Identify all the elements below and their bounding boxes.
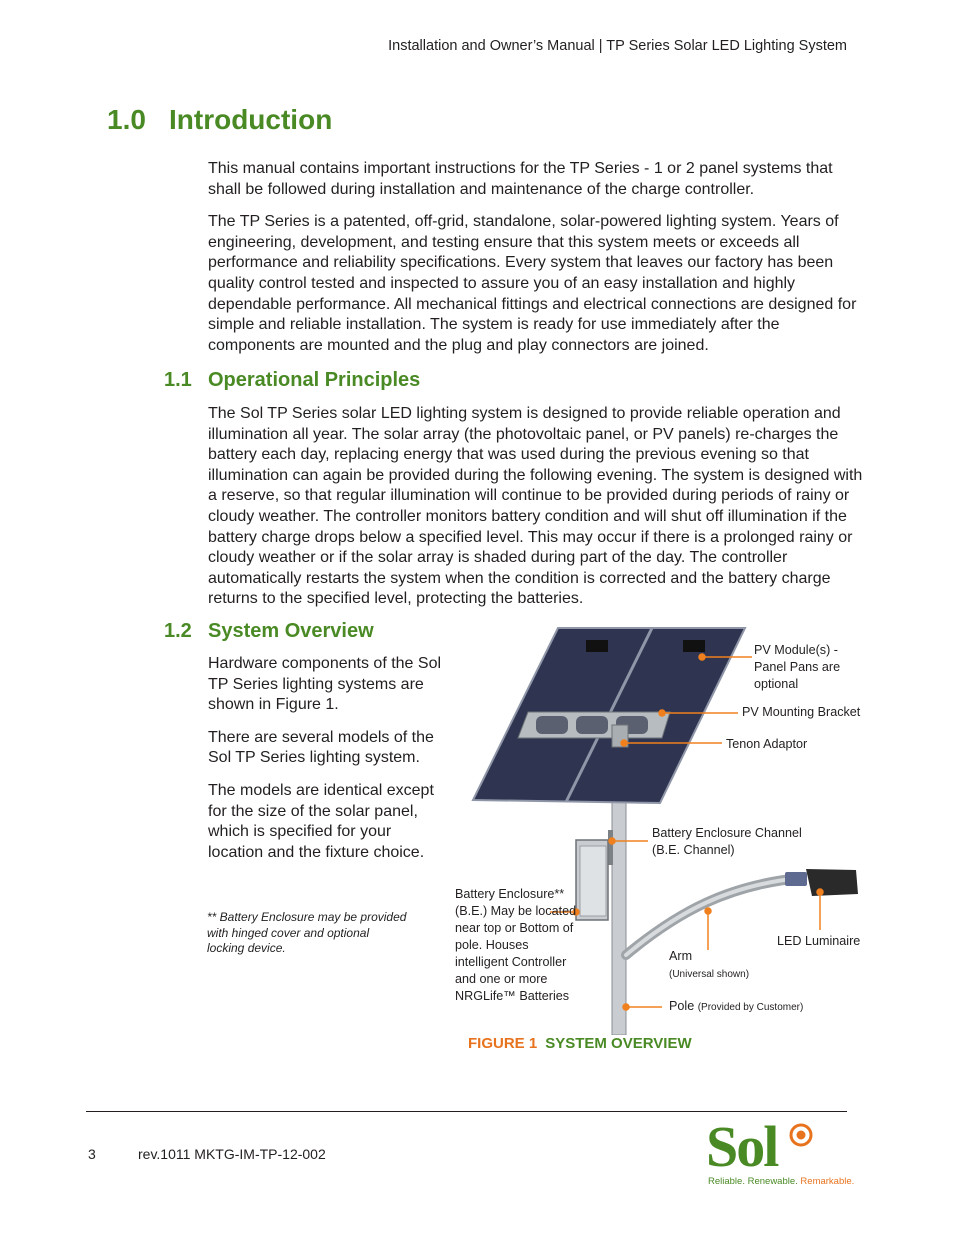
- callout-pole-note: (Provided by Customer): [697, 1002, 804, 1013]
- revision-code: rev.1011 MKTG-IM-TP-12-002: [138, 1146, 326, 1162]
- battery-enclosure-footnote: ** Battery Enclosure may be provided with hinged cover and optional locking device.: [207, 910, 407, 955]
- section-heading-overview: [164, 620, 374, 643]
- callout-pv-bracket: PV Mounting Bracket: [742, 705, 861, 719]
- intro-body: [208, 159, 868, 368]
- callout-luminaire: LED Luminaire: [777, 934, 861, 948]
- section-title: Introduction: [169, 104, 333, 135]
- logo-wordmark: Sol: [706, 1114, 778, 1179]
- callout-be-channel: Battery Enclosure Channel (B.E. Channel): [652, 826, 802, 857]
- section-heading-introduction: [107, 104, 332, 136]
- section-title: System Overview: [208, 620, 374, 642]
- operational-body: [208, 404, 868, 622]
- figure-title: SYSTEM OVERVIEW: [545, 1035, 692, 1052]
- overview-paragraph-2: There are several models of the Sol TP Series lighting system.: [208, 728, 434, 767]
- intro-paragraph-1: This manual contains important instructions for the TP Series - 1 or 2 panel systems that shall be followed during installation and maintenance of the charge controller.: [208, 160, 833, 198]
- section-number: 1.0: [107, 104, 146, 135]
- figure-caption: [468, 1035, 692, 1052]
- sol-logo: [706, 1114, 856, 1190]
- section-heading-operational: [164, 369, 420, 392]
- intro-paragraph-2: The TP Series is a patented, off-grid, standalone, solar-powered lighting system. Years of engineering, development, and testing ensure that this system meets or exceeds all performance and reliability specifications. Every system that leaves our factory has been quality control tested and inspected to assure you of an easy installation and highly dependable performance. All mechanical fittings and electrical connections are designed for simple and reliable installation. The system is ready for use immediately after the components are mounted and the plug and play connectors are joined.: [208, 213, 857, 354]
- footer-divider: [86, 1111, 847, 1112]
- callout-pole: [669, 998, 803, 1016]
- callout-tenon: Tenon Adaptor: [726, 737, 808, 751]
- logo-tagline-main: Reliable. Renewable.: [708, 1176, 801, 1187]
- page-number: 3: [88, 1146, 96, 1162]
- overview-paragraph-1: Hardware components of the Sol TP Series lighting systems are shown in Figure 1.: [208, 655, 442, 714]
- callout-battery-enclosure: Battery Enclosure** (B.E.) May be located near top or Bottom of pole. Houses intelligent Controller and one or more NRGLife™ Batteries: [455, 887, 577, 1003]
- section-number: 1.1: [164, 369, 192, 391]
- overview-body: [208, 654, 443, 875]
- running-head: Installation and Owner’s Manual | TP Series Solar LED Lighting System: [388, 38, 847, 54]
- operational-paragraph: The Sol TP Series solar LED lighting system is designed to provide reliable operation and illumination all year. The solar array (the photovoltaic panel, or PV panels) re-charges the battery each day, replacing energy that was used during the previous evening so that illumination can again be provided during the following evening. The system is designed with a reserve, so that regular illumination will continue to be provided during periods of rainy or cloudy weather. The controller monitors battery condition and will shut off illumination if the battery charge drops below a specified level. This may occur if there is a prolonged rainy or cloudy weather or if the solar array is shaded during part of the day. The controller automatically restarts the system when the condition is corrected and the battery charge returns to the specified level, protecting the batteries.: [208, 405, 863, 608]
- callout-pv-module: PV Module(s) - Panel Pans are optional: [754, 643, 841, 691]
- logo-tagline: [708, 1176, 854, 1187]
- section-number: 1.2: [164, 620, 192, 642]
- luminaire-shape: [806, 869, 858, 896]
- figure-label: FIGURE 1: [468, 1035, 538, 1052]
- arm-shape: [626, 878, 800, 955]
- overview-paragraph-3: The models are identical except for the size of the solar panel, which is specified for your location and the fixture choice.: [208, 781, 434, 861]
- section-title: Operational Principles: [208, 369, 421, 391]
- callout-pole-label: Pole: [669, 999, 695, 1013]
- callout-arm-label: Arm: [669, 949, 693, 963]
- logo-tagline-accent: Remarkable.: [800, 1176, 855, 1187]
- callout-arm: [669, 948, 749, 983]
- sun-icon: [788, 1122, 814, 1148]
- callout-arm-note: (Universal shown): [669, 969, 750, 980]
